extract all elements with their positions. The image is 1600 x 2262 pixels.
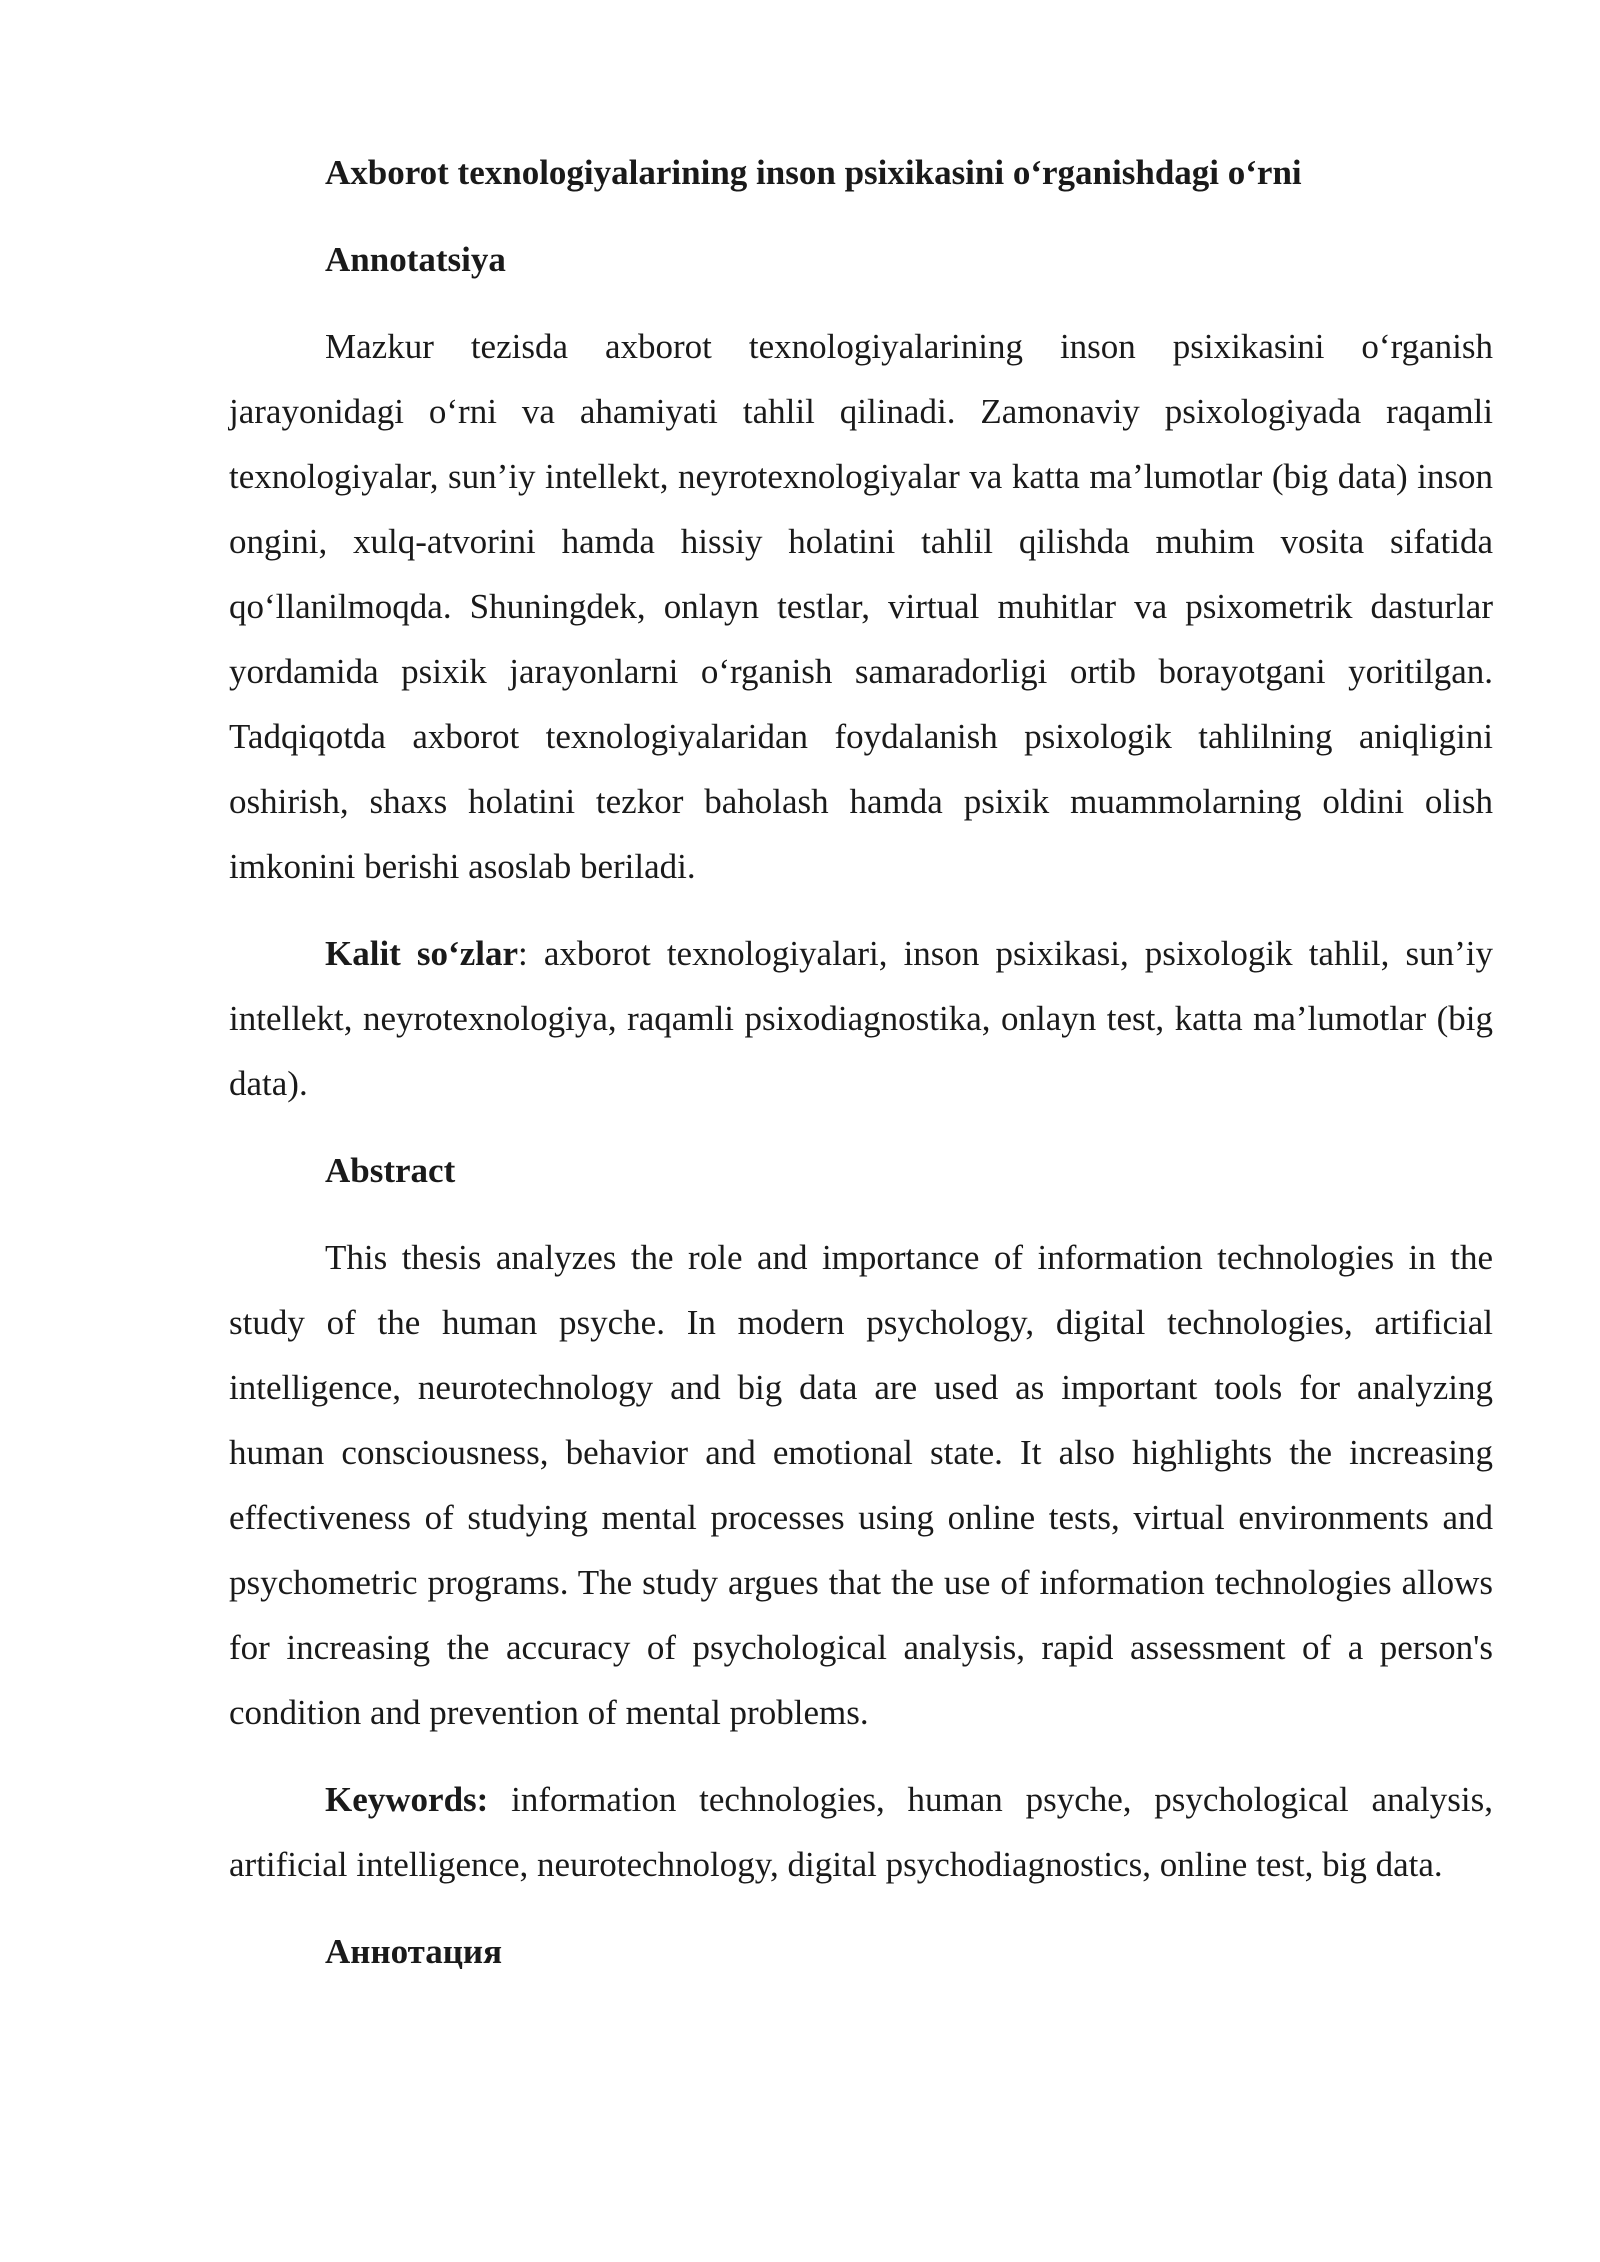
annotation-body-uz: Mazkur tezisda axborot texnologiyalarining inson psixikasini o‘rganish jarayonidagi o‘rni va ahamiyati tahlil qilinadi. Zamonaviy psixologiyada raqamli texnologiyalar, sun’iy intellekt, neyrotexnologiyalar va katta ma’lumotlar (big data) inson ongini, xulq-atvorini hamda hissiy holatini tahlil qilishda muhim vosita sifatida qo‘llanilmoqda. Shuningdek, onlayn testlar, virtual muhitlar va psixometrik dasturlar yordamida psixik jarayonlarni o‘rganish samaradorligi ortib borayotgani yoritilgan. Tadqiqotda axborot texnologiyalaridan foydalanish psixologik tahlilning aniqligini oshirish, shaxs holatini tezkor baholash hamda psixik muammolarning oldini olish imkonini berishi asoslab beriladi. (229, 327, 1493, 886)
abstract-body-en: This thesis analyzes the role and importance of information technologies in the study of the human psyche. In modern psychology, digital technologies, artificial intelligence, neurotechnology and big data are used as important tools for analyzing human consciousness, behavior and emotional state. It also highlights the increasing effectiveness of studying mental processes using online tests, virtual environments and psychometric programs. The study argues that the use of information technologies allows for increasing the accuracy of psychological analysis, rapid assessment of a person's condition and prevention of mental problems. (229, 1238, 1493, 1732)
keywords-uz (229, 921, 1493, 1116)
annotation-heading-uz: Annotatsiya (325, 240, 506, 279)
keywords-label-uz: Kalit so‘zlar (325, 934, 518, 973)
abstract-heading-en: Abstract (325, 1151, 456, 1190)
document-title: Axborot texnologiyalarining inson psixikasini o‘rganishdagi o‘rni (325, 153, 1302, 192)
keywords-text-en: information technologies, human psyche, psychological analysis, artificial intelligence, neurotechnology, digital psychodiagnostics, online test, big data. (229, 1780, 1493, 1884)
annotation-heading-ru: Аннотация (325, 1932, 503, 1971)
keywords-text-uz: : axborot texnologiyalari, inson psixikasi, psixologik tahlil, sun’iy intellekt, neyrotexnologiya, raqamli psixodiagnostika, onlayn test, katta ma’lumotlar (big data). (229, 934, 1493, 1103)
keywords-label-en: Keywords: (325, 1780, 489, 1819)
keywords-en (229, 1767, 1493, 1897)
document-page (229, 140, 1493, 2006)
